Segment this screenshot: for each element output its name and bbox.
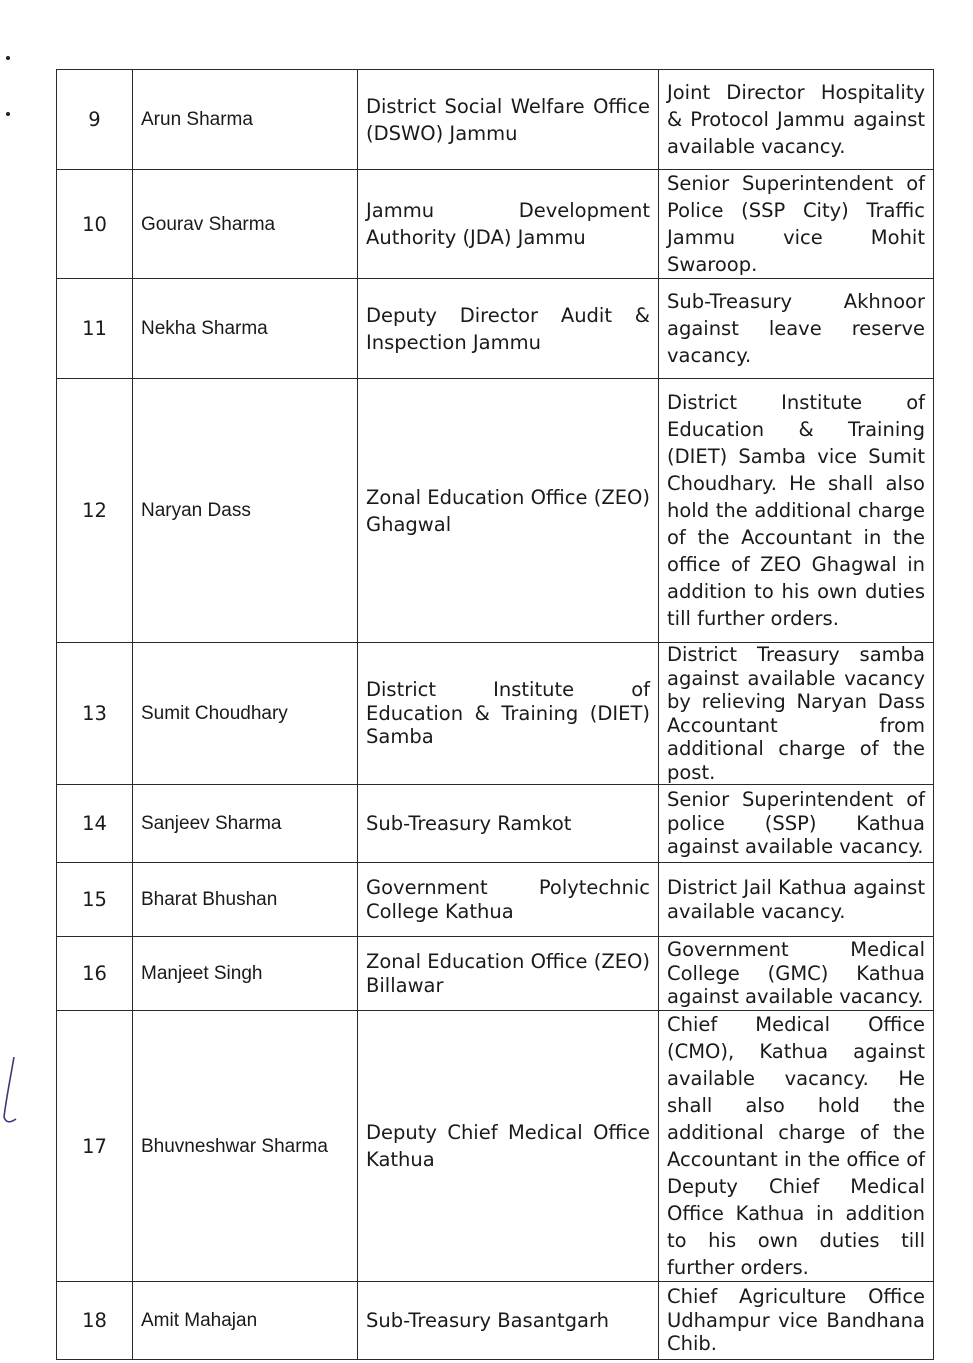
present-posting: Sub-Treasury Ramkot <box>358 785 659 863</box>
new-posting: District Jail Kathua against available vacancy. <box>659 863 934 937</box>
table-row <box>57 937 934 1011</box>
serial-number: 11 <box>57 279 133 379</box>
present-posting: Government Polytechnic College Kathua <box>358 863 659 937</box>
table-row <box>57 1011 934 1282</box>
new-posting: Chief Medical Office (CMO), Kathua against available vacancy. He shall also hold the additional charge of the Accountant in the office of Deputy Chief Medical Office Kathua in addition to his own duties till further orders. <box>659 1011 934 1282</box>
new-posting: Government Medical College (GMC) Kathua against available vacancy. <box>659 937 934 1011</box>
serial-number: 12 <box>57 379 133 643</box>
table-row <box>57 1282 934 1360</box>
serial-number: 14 <box>57 785 133 863</box>
present-posting: Deputy Chief Medical Office Kathua <box>358 1011 659 1282</box>
new-posting: District Institute of Education & Training (DIET) Samba vice Sumit Choudhary. He shall also hold the additional charge of the Accountant in the office of ZEO Ghagwal in addition to his own duties till further orders. <box>659 379 934 643</box>
employee-name: Bharat Bhushan <box>133 863 358 937</box>
new-posting: District Treasury samba against available vacancy by relieving Naryan Dass Accountant from additional charge of the post. <box>659 643 934 785</box>
new-posting: Senior Superintendent of Police (SSP City) Traffic Jammu vice Mohit Swaroop. <box>659 170 934 279</box>
table-row <box>57 643 934 785</box>
employee-name: Sumit Choudhary <box>133 643 358 785</box>
serial-number: 13 <box>57 643 133 785</box>
table-row <box>57 170 934 279</box>
employee-name: Nekha Sharma <box>133 279 358 379</box>
employee-name: Gourav Sharma <box>133 170 358 279</box>
serial-number: 17 <box>57 1011 133 1282</box>
present-posting: Zonal Education Office (ZEO) Billawar <box>358 937 659 1011</box>
employee-name: Amit Mahajan <box>133 1282 358 1360</box>
employee-name: Sanjeev Sharma <box>133 785 358 863</box>
employee-name: Naryan Dass <box>133 379 358 643</box>
employee-name: Arun Sharma <box>133 70 358 170</box>
serial-number: 10 <box>57 170 133 279</box>
new-posting: Chief Agriculture Office Udhampur vice Bandhana Chib. <box>659 1282 934 1360</box>
serial-number: 16 <box>57 937 133 1011</box>
table-row <box>57 70 934 170</box>
transfer-table <box>56 69 934 1360</box>
pen-stroke-mark <box>0 1055 20 1130</box>
serial-number: 18 <box>57 1282 133 1360</box>
employee-name: Manjeet Singh <box>133 937 358 1011</box>
scan-dot-mark <box>6 112 10 116</box>
table-row <box>57 279 934 379</box>
table-row <box>57 785 934 863</box>
present-posting: Zonal Education Office (ZEO) Ghagwal <box>358 379 659 643</box>
employee-name: Bhuvneshwar Sharma <box>133 1011 358 1282</box>
present-posting: Sub-Treasury Basantgarh <box>358 1282 659 1360</box>
new-posting: Sub-Treasury Akhnoor against leave reserve vacancy. <box>659 279 934 379</box>
present-posting: District Social Welfare Office (DSWO) Jammu <box>358 70 659 170</box>
present-posting: District Institute of Education & Training (DIET) Samba <box>358 643 659 785</box>
table-row <box>57 379 934 643</box>
serial-number: 15 <box>57 863 133 937</box>
new-posting: Joint Director Hospitality & Protocol Jammu against available vacancy. <box>659 70 934 170</box>
serial-number: 9 <box>57 70 133 170</box>
scan-dot-mark <box>6 56 10 60</box>
present-posting: Deputy Director Audit & Inspection Jammu <box>358 279 659 379</box>
table-row <box>57 863 934 937</box>
present-posting: Jammu Development Authority (JDA) Jammu <box>358 170 659 279</box>
new-posting: Senior Superintendent of police (SSP) Kathua against available vacancy. <box>659 785 934 863</box>
